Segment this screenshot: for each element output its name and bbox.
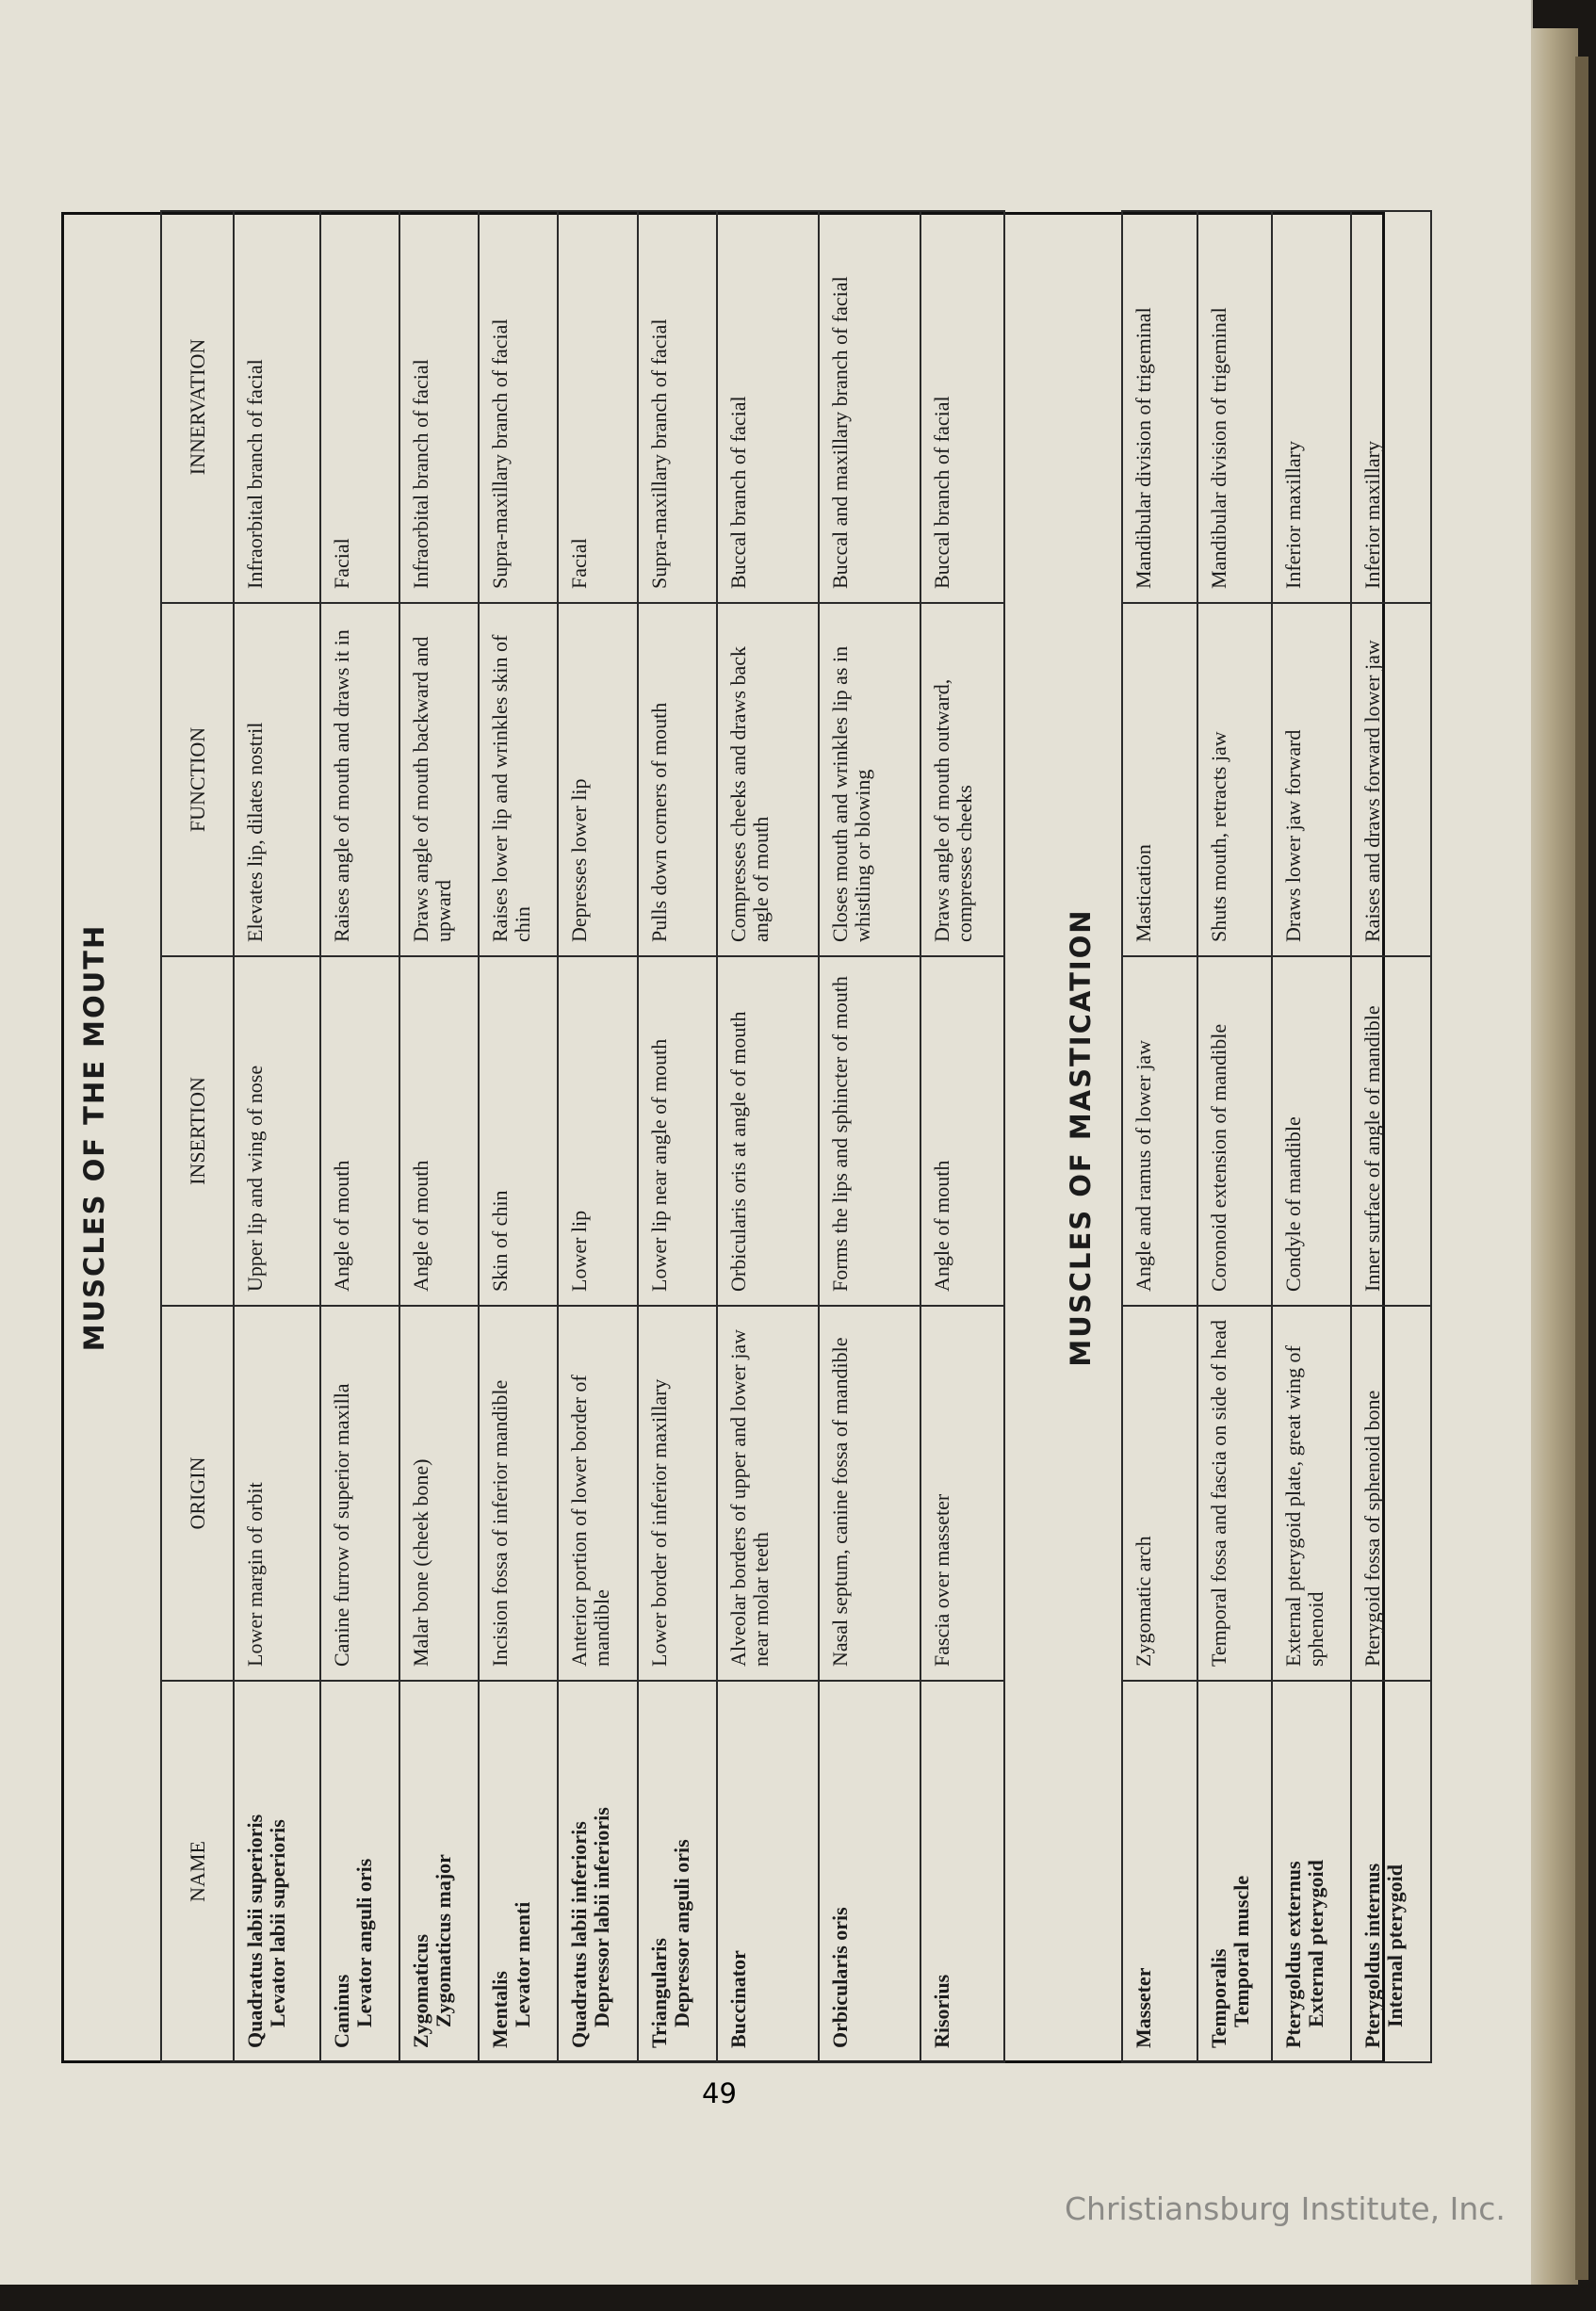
cell-function: Shuts mouth, retracts jaw bbox=[1197, 603, 1272, 956]
cell-insertion: Angle and ramus of lower jaw bbox=[1122, 956, 1197, 1306]
cell-origin: Nasal septum, canine fossa of mandible bbox=[819, 1306, 920, 1681]
page-number: 49 bbox=[702, 2077, 737, 2109]
header-innervation: INNERVATION bbox=[161, 211, 234, 603]
cell-insertion: Angle of mouth bbox=[920, 956, 1004, 1306]
cell-origin: Malar bone (cheek bone) bbox=[399, 1306, 479, 1681]
cell-innervation: Supra-maxillary branch of facial bbox=[479, 211, 558, 603]
muscle-alt-name: Levator anguli oris bbox=[352, 1858, 376, 2027]
table-row bbox=[1197, 211, 1272, 2062]
cell-function: Raises angle of mouth and draws it in bbox=[320, 603, 399, 956]
muscle-alt-name: Depressor anguli oris bbox=[670, 1839, 693, 2027]
cell-function: Draws lower jaw forward bbox=[1272, 603, 1351, 956]
mouth-table bbox=[160, 210, 1005, 2063]
cell-insertion: Lower lip bbox=[558, 956, 638, 1306]
cell-innervation: Infraorbital branch of facial bbox=[234, 211, 320, 603]
cell-insertion: Lower lip near angle of mouth bbox=[638, 956, 717, 1306]
cell-insertion: Forms the lips and sphincter of mouth bbox=[819, 956, 920, 1306]
cell-name bbox=[1351, 1681, 1431, 2062]
cell-origin: Temporal fossa and fascia on side of head bbox=[1197, 1306, 1272, 1681]
cell-function: Depresses lower lip bbox=[558, 603, 638, 956]
table-row bbox=[717, 211, 819, 2062]
muscle-alt-name: Temporal muscle bbox=[1230, 1875, 1253, 2027]
header-function: FUNCTION bbox=[161, 603, 234, 956]
cell-innervation: Facial bbox=[320, 211, 399, 603]
cell-function: Draws angle of mouth backward and upward bbox=[399, 603, 479, 956]
cell-insertion: Coronoid extension of mandible bbox=[1197, 956, 1272, 1306]
table-row bbox=[558, 211, 638, 2062]
table-row bbox=[234, 211, 320, 2062]
cell-innervation: Mandibular division of trigeminal bbox=[1197, 211, 1272, 603]
table-row bbox=[479, 211, 558, 2062]
table-row bbox=[920, 211, 1004, 2062]
cell-function: Pulls down corners of mouth bbox=[638, 603, 717, 956]
cell-origin: External pterygoid plate, great wing of sphenoid bbox=[1272, 1306, 1351, 1681]
cell-innervation: Mandibular division of trigeminal bbox=[1122, 211, 1197, 603]
muscle-name: Triangularis bbox=[647, 1938, 671, 2048]
header-insertion: INSERTION bbox=[161, 956, 234, 1306]
muscle-alt-name: Depressor labii inferioris bbox=[590, 1807, 613, 2027]
cell-innervation: Inferior maxillary bbox=[1272, 211, 1351, 603]
table-row bbox=[819, 211, 920, 2062]
cell-origin: Incision fossa of inferior mandible bbox=[479, 1306, 558, 1681]
cell-innervation: Facial bbox=[558, 211, 638, 603]
cell-insertion: Upper lip and wing of nose bbox=[234, 956, 320, 1306]
cell-origin: Canine furrow of superior maxilla bbox=[320, 1306, 399, 1681]
cell-origin: Alveolar borders of upper and lower jaw near molar teeth bbox=[717, 1306, 819, 1681]
cell-name bbox=[1197, 1681, 1272, 2062]
cell-name bbox=[479, 1681, 558, 2062]
muscle-alt-name: Levator menti bbox=[511, 1901, 534, 2027]
table-row bbox=[1122, 211, 1197, 2062]
mouth-title: MUSCLES OF THE MOUTH bbox=[78, 923, 110, 1352]
muscle-alt-name: Internal pterygoid bbox=[1383, 1864, 1407, 2027]
cell-insertion: Angle of mouth bbox=[320, 956, 399, 1306]
cell-function: Raises lower lip and wrinkles skin of chin bbox=[479, 603, 558, 956]
cell-name bbox=[1272, 1681, 1351, 2062]
mastication-title: MUSCLES OF MASTICATION bbox=[1065, 908, 1097, 1367]
cell-function: Draws angle of mouth outward, compresses cheeks bbox=[920, 603, 1004, 956]
rotated-table-area bbox=[61, 212, 1407, 2063]
cell-innervation: Supra-maxillary branch of facial bbox=[638, 211, 717, 603]
muscle-name: Temporalis bbox=[1207, 1948, 1230, 2048]
cell-name bbox=[1122, 1681, 1197, 2062]
cell-function: Mastication bbox=[1122, 603, 1197, 956]
cell-name bbox=[920, 1681, 1004, 2062]
header-name: NAME bbox=[161, 1681, 234, 2062]
cell-function: Closes mouth and wrinkles lip as in whistling or blowing bbox=[819, 603, 920, 956]
muscle-alt-name: Levator labii superioris bbox=[266, 1819, 289, 2027]
cell-innervation: Buccal branch of facial bbox=[717, 211, 819, 603]
cell-function: Elevates lip, dilates nostril bbox=[234, 603, 320, 956]
cell-name bbox=[399, 1681, 479, 2062]
muscle-name: Risorius bbox=[930, 1974, 953, 2048]
muscle-name: Zygomaticus bbox=[409, 1934, 432, 2048]
muscle-alt-name: External pterygoid bbox=[1304, 1860, 1327, 2027]
cell-insertion: Orbicularis oris at angle of mouth bbox=[717, 956, 819, 1306]
cell-origin: Fascia over masseter bbox=[920, 1306, 1004, 1681]
muscle-name: Pterygoldus externus bbox=[1281, 1861, 1305, 2048]
muscle-alt-name: Zygomaticus major bbox=[432, 1854, 455, 2027]
cell-origin: Lower margin of orbit bbox=[234, 1306, 320, 1681]
cell-function: Raises and draws forward lower jaw bbox=[1351, 603, 1431, 956]
cell-innervation: Inferior maxillary bbox=[1351, 211, 1431, 603]
page-stack-edge bbox=[1531, 28, 1578, 2285]
header-row bbox=[161, 211, 234, 2062]
table-row bbox=[320, 211, 399, 2062]
mastication-table bbox=[1121, 210, 1432, 2063]
muscle-name: Mentalis bbox=[488, 1971, 512, 2048]
cell-origin: Pterygoid fossa of sphenoid bone bbox=[1351, 1306, 1431, 1681]
muscle-name: Caninus bbox=[330, 1974, 353, 2048]
cell-name bbox=[819, 1681, 920, 2062]
watermark-text: Christiansburg Institute, Inc. bbox=[1065, 2190, 1506, 2227]
cell-insertion: Inner surface of angle of mandible bbox=[1351, 956, 1431, 1306]
cell-origin: Anterior portion of lower border of mandible bbox=[558, 1306, 638, 1681]
muscle-name: Quadratus labii superioris bbox=[243, 1814, 267, 2048]
cell-innervation: Buccal branch of facial bbox=[920, 211, 1004, 603]
muscle-name: Orbicularis oris bbox=[828, 1907, 852, 2048]
muscle-name: Masseter bbox=[1132, 1967, 1155, 2048]
book-cover-edge bbox=[1575, 57, 1588, 2280]
header-origin: ORIGIN bbox=[161, 1306, 234, 1681]
cell-name bbox=[638, 1681, 717, 2062]
table-row bbox=[1272, 211, 1351, 2062]
cell-name bbox=[717, 1681, 819, 2062]
cell-innervation: Infraorbital branch of facial bbox=[399, 211, 479, 603]
cell-name bbox=[234, 1681, 320, 2062]
cell-innervation: Buccal and maxillary branch of facial bbox=[819, 211, 920, 603]
cell-origin: Lower border of inferior maxillary bbox=[638, 1306, 717, 1681]
table-row bbox=[1351, 211, 1431, 2062]
cell-name bbox=[558, 1681, 638, 2062]
muscle-name: Quadratus labii inferioris bbox=[567, 1821, 591, 2048]
cell-insertion: Angle of mouth bbox=[399, 956, 479, 1306]
muscle-name: Pterygoldus internus bbox=[1360, 1863, 1384, 2048]
cell-origin: Zygomatic arch bbox=[1122, 1306, 1197, 1681]
table-row bbox=[399, 211, 479, 2062]
table-row bbox=[638, 211, 717, 2062]
cell-insertion: Condyle of mandible bbox=[1272, 956, 1351, 1306]
cell-name bbox=[320, 1681, 399, 2062]
cell-insertion: Skin of chin bbox=[479, 956, 558, 1306]
cell-function: Compresses cheeks and draws back angle of mouth bbox=[717, 603, 819, 956]
muscle-name: Buccinator bbox=[726, 1950, 750, 2048]
